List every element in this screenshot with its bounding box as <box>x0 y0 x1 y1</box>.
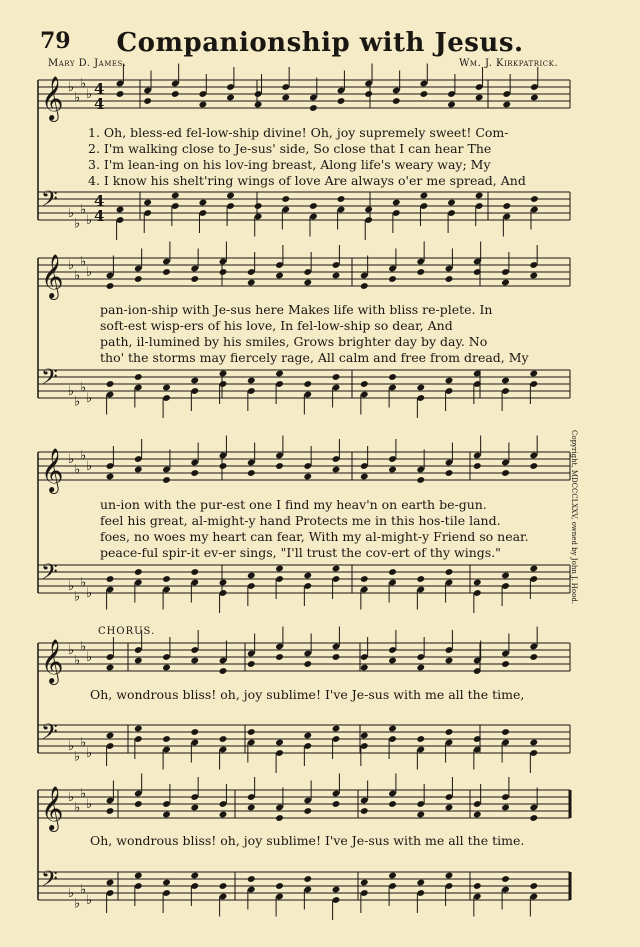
time-signature: 4 <box>94 192 105 210</box>
note-head <box>162 268 171 276</box>
note-head <box>219 811 228 819</box>
note-head <box>162 664 171 672</box>
note-head <box>199 101 208 109</box>
note-head <box>529 272 538 280</box>
flat-sign: ♭ <box>86 87 93 102</box>
note-head <box>134 725 143 733</box>
note-head <box>199 199 208 207</box>
note-head <box>501 804 510 812</box>
treble-clef: 𝄞 <box>41 639 64 683</box>
note-head <box>275 814 284 822</box>
lyric-line: tho' the storms may fiercely rage, All calm and free from dread, My <box>100 350 529 365</box>
note-head <box>134 872 143 880</box>
note-head <box>388 657 397 665</box>
note-head <box>247 469 256 477</box>
note-head <box>416 384 425 392</box>
note-head <box>473 579 482 587</box>
note-head <box>447 101 456 109</box>
note-head <box>416 575 425 583</box>
flat-sign: ♭ <box>68 739 75 754</box>
note-head <box>190 377 199 385</box>
note-head <box>134 568 143 576</box>
note-head <box>332 886 341 894</box>
note-head <box>332 725 341 733</box>
note-head <box>143 97 152 105</box>
note-head <box>106 664 115 672</box>
note-head <box>303 732 312 740</box>
bass-clef: 𝄢 <box>41 187 58 217</box>
note-head <box>143 199 152 207</box>
note-head <box>275 653 284 661</box>
note-head <box>254 202 263 210</box>
bass-clef: 𝄢 <box>41 720 58 750</box>
note-head <box>106 732 115 740</box>
note-head <box>116 206 125 214</box>
note-head <box>247 804 256 812</box>
note-head <box>162 811 171 819</box>
note-head <box>219 579 228 587</box>
flat-sign: ♭ <box>68 579 75 594</box>
note-head <box>219 370 228 378</box>
bass-clef: 𝄢 <box>41 365 58 395</box>
note-head <box>416 268 425 276</box>
note-head <box>190 804 199 812</box>
flat-sign: ♭ <box>80 76 87 92</box>
note-head <box>502 202 511 210</box>
flat-sign: ♭ <box>80 254 87 270</box>
note-head <box>219 462 228 470</box>
note-head <box>445 377 454 385</box>
note-head <box>447 199 456 207</box>
note-head <box>171 90 180 98</box>
note-head <box>332 565 341 573</box>
composer-credit: Wm. J. Kirkpatrick. <box>459 58 558 69</box>
note-head <box>332 653 341 661</box>
note-head <box>332 272 341 280</box>
note-head <box>247 875 256 883</box>
flat-sign: ♭ <box>74 589 81 605</box>
note-head <box>530 94 539 102</box>
note-head <box>134 275 143 283</box>
note-head <box>416 664 425 672</box>
flat-sign: ♭ <box>80 202 87 218</box>
note-head <box>360 807 369 815</box>
flat-sign: ♭ <box>86 213 93 228</box>
note-head <box>530 195 539 203</box>
note-head <box>303 807 312 815</box>
flat-sign: ♭ <box>74 653 81 669</box>
lyric-line: path, il-lumined by his smiles, Grows brighter day by day. No <box>100 334 488 349</box>
note-head <box>445 804 454 812</box>
note-head <box>281 195 290 203</box>
note-head <box>388 872 397 880</box>
time-signature: 4 <box>94 207 105 225</box>
flat-sign: ♭ <box>74 216 81 232</box>
note-head <box>309 104 318 112</box>
note-head <box>360 879 369 887</box>
flat-sign: ♭ <box>68 452 75 467</box>
flat-sign: ♭ <box>86 586 93 601</box>
note-head <box>445 657 454 665</box>
note-head <box>247 728 256 736</box>
note-head <box>219 882 228 890</box>
note-head <box>360 664 369 672</box>
lyric-line: 1. Oh, bless-ed fel-low-ship divine! Oh, joy supremely sweet! Com- <box>88 125 509 140</box>
time-signature: 4 <box>94 80 105 98</box>
note-head <box>190 728 199 736</box>
note-head <box>416 879 425 887</box>
note-head <box>445 568 454 576</box>
note-head <box>303 660 312 668</box>
note-head <box>226 192 235 200</box>
note-head <box>275 882 284 890</box>
note-head <box>171 192 180 200</box>
lyric-line: soft-est wisp-ers of his love, In fel-low-ship so dear, And <box>100 318 453 333</box>
note-head <box>106 575 115 583</box>
flat-sign: ♭ <box>86 459 93 474</box>
note-head <box>529 462 538 470</box>
note-head <box>388 725 397 733</box>
note-head <box>475 192 484 200</box>
note-head <box>473 811 482 819</box>
note-head <box>219 268 228 276</box>
note-head <box>360 282 369 290</box>
flat-sign: ♭ <box>68 643 75 658</box>
note-head <box>529 370 538 378</box>
flat-sign: ♭ <box>74 90 81 106</box>
note-head <box>134 657 143 665</box>
note-head <box>190 275 199 283</box>
treble-clef: 𝄞 <box>41 448 64 492</box>
flat-sign: ♭ <box>74 749 81 765</box>
note-head <box>416 476 425 484</box>
note-head <box>337 97 346 105</box>
flat-sign: ♭ <box>74 800 81 816</box>
note-head <box>219 667 228 675</box>
flat-sign: ♭ <box>86 265 93 280</box>
flat-sign: ♭ <box>68 206 75 221</box>
note-head <box>360 732 369 740</box>
note-head <box>445 275 454 283</box>
lyric-line: foes, no woes my heart can fear, With my al-might-y Friend so near. <box>100 529 529 544</box>
time-signature: 4 <box>94 95 105 113</box>
flat-sign: ♭ <box>86 746 93 761</box>
note-head <box>388 373 397 381</box>
note-head <box>502 101 511 109</box>
hymn-title: Companionship with Jesus. <box>116 28 524 58</box>
note-head <box>162 384 171 392</box>
note-head <box>501 728 510 736</box>
note-head <box>162 735 171 743</box>
note-head <box>106 807 115 815</box>
flat-sign: ♭ <box>68 790 75 805</box>
note-head <box>275 739 284 747</box>
lyric-line: pan-ion-ship with Je-sus here Makes life with bliss re-plete. In <box>100 302 493 317</box>
hymn-number: 79 <box>40 28 71 54</box>
note-head <box>364 90 373 98</box>
note-head <box>275 462 284 470</box>
note-head <box>190 568 199 576</box>
note-head <box>529 882 538 890</box>
flat-sign: ♭ <box>74 896 81 912</box>
note-head <box>364 206 373 214</box>
note-head <box>332 466 341 474</box>
bass-clef: 𝄢 <box>41 867 58 897</box>
note-head <box>303 279 312 287</box>
note-head <box>445 728 454 736</box>
copyright-text: Copyright, MDCCCLXXV, owned by John J. Hood. <box>570 430 578 605</box>
lyric-line: Oh, wondrous bliss! oh, joy sublime! I've Je-sus with me all the time. <box>90 833 525 848</box>
lyric-line: 2. I'm walking close to Je-sus' side, So close that I can hear The <box>88 141 492 156</box>
lyric-line: Oh, wondrous bliss! oh, joy sublime! I've Je-sus with me all the time, <box>90 687 525 702</box>
note-head <box>337 195 346 203</box>
flat-sign: ♭ <box>80 735 87 751</box>
note-head <box>162 575 171 583</box>
flat-sign: ♭ <box>68 886 75 901</box>
note-head <box>501 279 510 287</box>
note-head <box>332 373 341 381</box>
note-head <box>275 272 284 280</box>
bass-clef: 𝄢 <box>41 560 58 590</box>
flat-sign: ♭ <box>74 394 81 410</box>
flat-sign: ♭ <box>80 380 87 396</box>
note-head <box>162 879 171 887</box>
note-head <box>475 94 484 102</box>
note-head <box>332 800 341 808</box>
lyric-line: peace-ful spir-it ev-er sings, "I'll trust the cov-ert of thy wings." <box>100 545 501 560</box>
note-head <box>360 473 369 481</box>
treble-clef: 𝄞 <box>41 786 64 830</box>
note-head <box>529 653 538 661</box>
note-head <box>275 370 284 378</box>
treble-clef: 𝄞 <box>41 254 64 298</box>
note-head <box>501 377 510 385</box>
note-head <box>190 469 199 477</box>
note-head <box>445 469 454 477</box>
note-head <box>309 202 318 210</box>
flat-sign: ♭ <box>80 786 87 802</box>
note-head <box>219 735 228 743</box>
note-head <box>445 872 454 880</box>
note-head <box>303 875 312 883</box>
lyric-line: un-ion with the pur-est one I find my heav'n on earth be-gun. <box>100 497 487 512</box>
note-head <box>420 192 429 200</box>
note-head <box>388 275 397 283</box>
note-head <box>134 800 143 808</box>
note-head <box>134 373 143 381</box>
note-head <box>501 469 510 477</box>
flat-sign: ♭ <box>86 797 93 812</box>
lyric-line: 4. I know his shelt'ring wings of love Are always o'er me spread, And <box>88 173 526 188</box>
note-head <box>162 476 171 484</box>
note-head <box>529 565 538 573</box>
flat-sign: ♭ <box>86 650 93 665</box>
flat-sign: ♭ <box>68 258 75 273</box>
note-head <box>106 473 115 481</box>
flat-sign: ♭ <box>80 448 87 464</box>
note-head <box>247 660 256 668</box>
note-head <box>303 572 312 580</box>
note-head <box>473 462 482 470</box>
flat-sign: ♭ <box>68 80 75 95</box>
note-head <box>303 380 312 388</box>
note-head <box>416 735 425 743</box>
note-head <box>106 282 115 290</box>
note-head <box>247 279 256 287</box>
flat-sign: ♭ <box>80 575 87 591</box>
flat-sign: ♭ <box>86 893 93 908</box>
note-head <box>190 872 199 880</box>
note-head <box>190 657 199 665</box>
flat-sign: ♭ <box>80 639 87 655</box>
note-head <box>106 380 115 388</box>
note-head <box>529 814 538 822</box>
note-head <box>501 572 510 580</box>
note-head <box>388 568 397 576</box>
note-head <box>116 90 125 98</box>
note-head <box>360 380 369 388</box>
note-head <box>388 466 397 474</box>
treble-clef: 𝄞 <box>41 76 64 120</box>
note-head <box>392 97 401 105</box>
lyric-line: 3. I'm lean-ing on his lov-ing breast, Along life's weary way; My <box>88 157 491 172</box>
flat-sign: ♭ <box>68 384 75 399</box>
note-head <box>416 811 425 819</box>
note-head <box>254 101 263 109</box>
note-head <box>281 94 290 102</box>
note-head <box>420 90 429 98</box>
note-head <box>388 800 397 808</box>
lyric-line: feel his great, al-might-y hand Protects me in this hos-tile land. <box>100 513 501 528</box>
note-head <box>501 660 510 668</box>
note-head <box>473 882 482 890</box>
note-head <box>303 473 312 481</box>
author-credit: Mary D. James. <box>48 58 127 69</box>
note-head <box>529 739 538 747</box>
note-head <box>392 199 401 207</box>
flat-sign: ♭ <box>74 268 81 284</box>
flat-sign: ♭ <box>74 462 81 478</box>
note-head <box>106 879 115 887</box>
flat-sign: ♭ <box>86 391 93 406</box>
note-head <box>247 572 256 580</box>
note-head <box>275 565 284 573</box>
flat-sign: ♭ <box>80 882 87 898</box>
note-head <box>247 377 256 385</box>
note-head <box>226 94 235 102</box>
note-head <box>134 466 143 474</box>
note-head <box>360 575 369 583</box>
chorus-label: CHORUS. <box>98 626 156 637</box>
note-head <box>501 875 510 883</box>
